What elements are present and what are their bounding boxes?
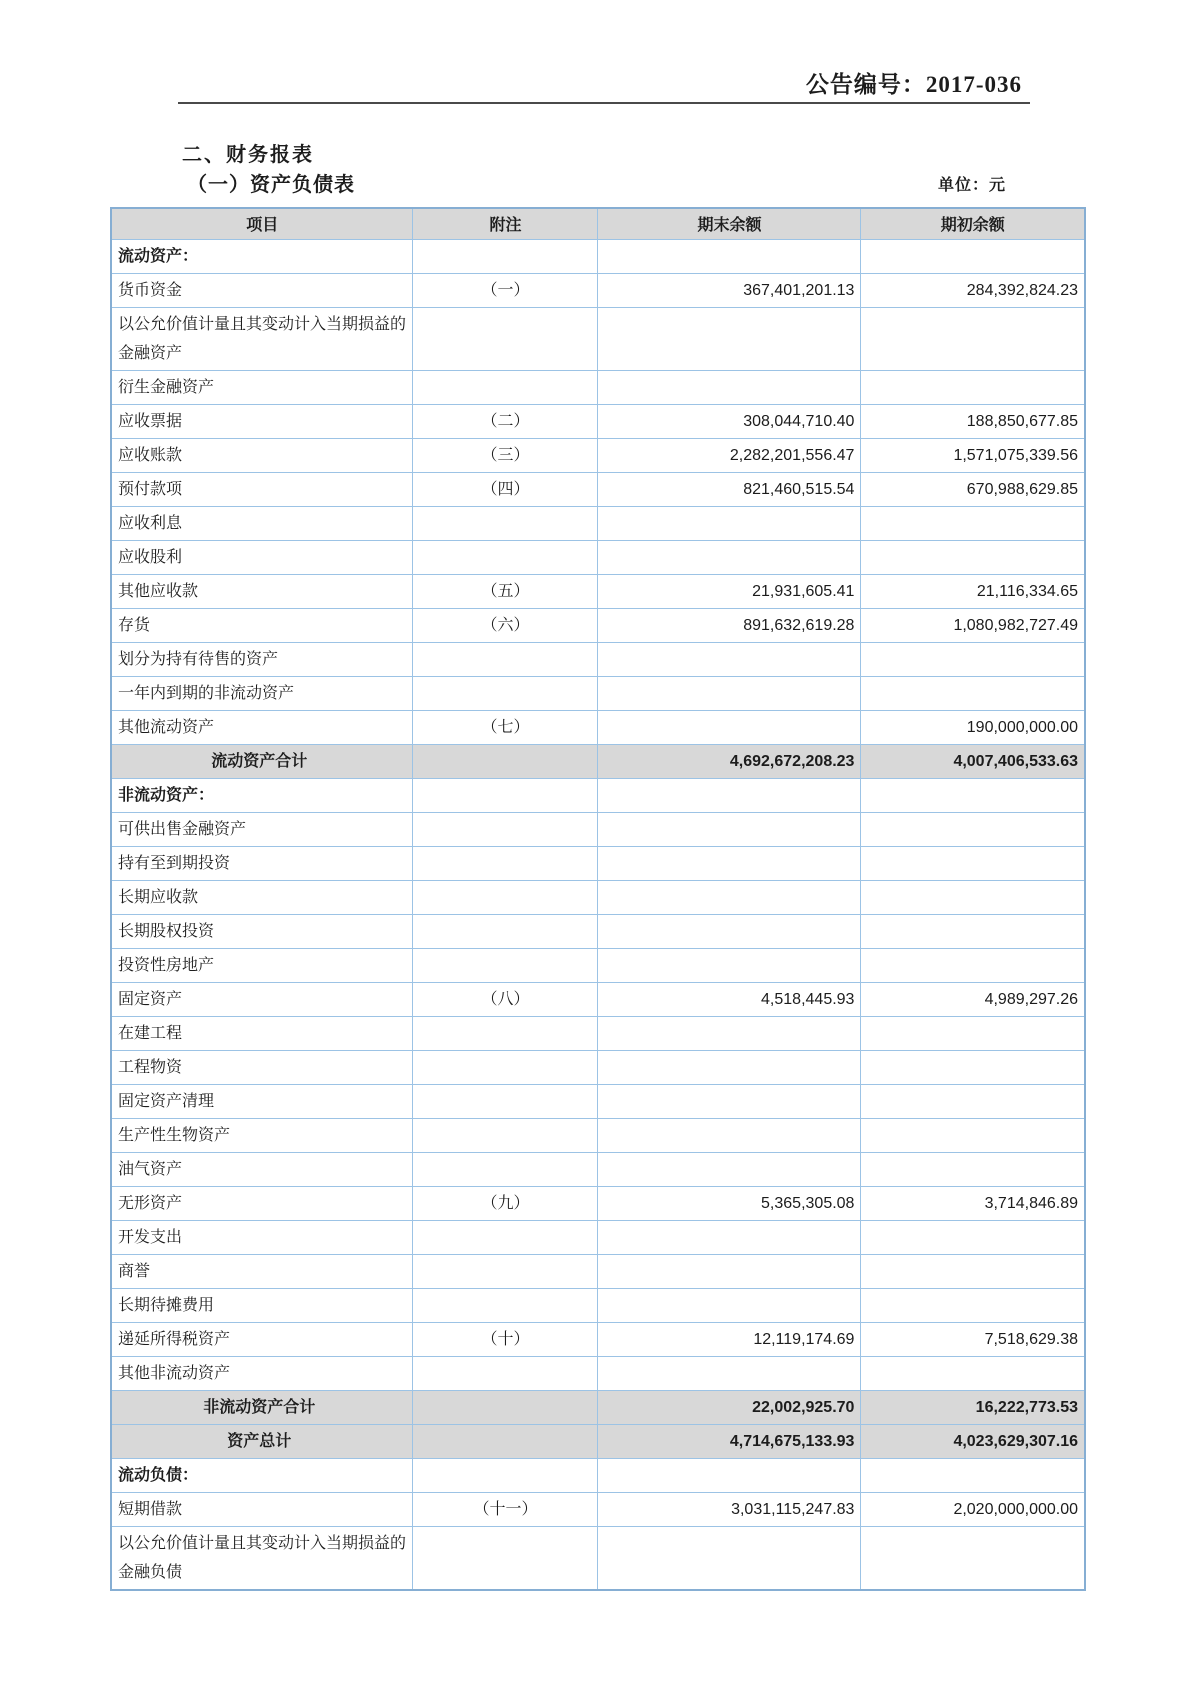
table-row bbox=[111, 438, 1085, 472]
table-row bbox=[111, 370, 1085, 404]
note-cell: （九） bbox=[413, 1186, 598, 1220]
beginning-balance-cell bbox=[861, 1050, 1085, 1084]
ending-balance-cell bbox=[598, 540, 861, 574]
item-cell: 流动资产： bbox=[111, 239, 413, 273]
beginning-balance-cell bbox=[861, 948, 1085, 982]
beginning-balance-cell: 190,000,000.00 bbox=[861, 710, 1085, 744]
table-row bbox=[111, 1152, 1085, 1186]
table-row bbox=[111, 1424, 1085, 1458]
ending-balance-cell: 308,044,710.40 bbox=[598, 404, 861, 438]
table-row bbox=[111, 1492, 1085, 1526]
ending-balance-cell: 4,714,675,133.93 bbox=[598, 1424, 861, 1458]
ending-balance-cell bbox=[598, 1050, 861, 1084]
beginning-balance-cell: 284,392,824.23 bbox=[861, 273, 1085, 307]
table-row bbox=[111, 1526, 1085, 1590]
note-cell bbox=[413, 1118, 598, 1152]
item-cell: 递延所得税资产 bbox=[111, 1322, 413, 1356]
beginning-balance-cell: 188,850,677.85 bbox=[861, 404, 1085, 438]
ending-balance-cell bbox=[598, 676, 861, 710]
beginning-balance-cell bbox=[861, 642, 1085, 676]
col-header-item: 项目 bbox=[111, 208, 413, 239]
ending-balance-cell bbox=[598, 1118, 861, 1152]
ending-balance-cell: 891,632,619.28 bbox=[598, 608, 861, 642]
ending-balance-cell: 821,460,515.54 bbox=[598, 472, 861, 506]
note-cell bbox=[413, 1152, 598, 1186]
note-cell bbox=[413, 1526, 598, 1590]
table-row bbox=[111, 540, 1085, 574]
item-cell: 固定资产清理 bbox=[111, 1084, 413, 1118]
table-row bbox=[111, 1356, 1085, 1390]
note-cell bbox=[413, 846, 598, 880]
ending-balance-cell bbox=[598, 778, 861, 812]
note-cell: （八） bbox=[413, 982, 598, 1016]
table-row bbox=[111, 1322, 1085, 1356]
beginning-balance-cell bbox=[861, 1288, 1085, 1322]
ending-balance-cell bbox=[598, 880, 861, 914]
table-row bbox=[111, 744, 1085, 778]
ending-balance-cell: 3,031,115,247.83 bbox=[598, 1492, 861, 1526]
note-cell bbox=[413, 506, 598, 540]
section-title: 二、财务报表 bbox=[182, 144, 314, 166]
note-cell bbox=[413, 307, 598, 370]
note-cell: （五） bbox=[413, 574, 598, 608]
item-cell: 非流动资产合计 bbox=[111, 1390, 413, 1424]
item-cell: 货币资金 bbox=[111, 273, 413, 307]
ending-balance-cell bbox=[598, 1016, 861, 1050]
beginning-balance-cell bbox=[861, 676, 1085, 710]
unit-label: 单位：元 bbox=[937, 177, 1006, 194]
item-cell: 投资性房地产 bbox=[111, 948, 413, 982]
beginning-balance-cell bbox=[861, 1118, 1085, 1152]
ending-balance-cell: 2,282,201,556.47 bbox=[598, 438, 861, 472]
note-cell: （二） bbox=[413, 404, 598, 438]
item-cell: 工程物资 bbox=[111, 1050, 413, 1084]
ending-balance-cell bbox=[598, 1254, 861, 1288]
note-cell bbox=[413, 1016, 598, 1050]
ending-balance-cell bbox=[598, 1220, 861, 1254]
ending-balance-cell bbox=[598, 1288, 861, 1322]
note-cell: （一） bbox=[413, 273, 598, 307]
table-row bbox=[111, 676, 1085, 710]
note-cell: （七） bbox=[413, 710, 598, 744]
beginning-balance-cell bbox=[861, 1356, 1085, 1390]
table-row bbox=[111, 880, 1085, 914]
beginning-balance-cell bbox=[861, 1084, 1085, 1118]
note-cell bbox=[413, 914, 598, 948]
ending-balance-cell: 367,401,201.13 bbox=[598, 273, 861, 307]
item-cell: 商誉 bbox=[111, 1254, 413, 1288]
beginning-balance-cell: 4,007,406,533.63 bbox=[861, 744, 1085, 778]
item-cell: 在建工程 bbox=[111, 1016, 413, 1050]
ending-balance-cell bbox=[598, 370, 861, 404]
ending-balance-cell bbox=[598, 948, 861, 982]
item-cell: 资产总计 bbox=[111, 1424, 413, 1458]
item-cell: 应收票据 bbox=[111, 404, 413, 438]
item-cell: 应收账款 bbox=[111, 438, 413, 472]
beginning-balance-cell: 1,571,075,339.56 bbox=[861, 438, 1085, 472]
table-row bbox=[111, 982, 1085, 1016]
note-cell bbox=[413, 1084, 598, 1118]
item-cell: 短期借款 bbox=[111, 1492, 413, 1526]
beginning-balance-cell bbox=[861, 307, 1085, 370]
item-cell: 生产性生物资产 bbox=[111, 1118, 413, 1152]
item-cell: 油气资产 bbox=[111, 1152, 413, 1186]
item-cell: 以公允价值计量且其变动计入当期损益的金融资产 bbox=[111, 307, 413, 370]
note-cell bbox=[413, 1254, 598, 1288]
table-row bbox=[111, 574, 1085, 608]
beginning-balance-cell bbox=[861, 880, 1085, 914]
item-cell: 应收利息 bbox=[111, 506, 413, 540]
table-row bbox=[111, 710, 1085, 744]
announcement-number: 公告编号：2017-036 bbox=[805, 72, 1022, 97]
table-row bbox=[111, 239, 1085, 273]
beginning-balance-cell bbox=[861, 1152, 1085, 1186]
balance-sheet-body bbox=[111, 239, 1085, 1590]
table-row bbox=[111, 1016, 1085, 1050]
ending-balance-cell bbox=[598, 812, 861, 846]
beginning-balance-cell bbox=[861, 914, 1085, 948]
beginning-balance-cell: 3,714,846.89 bbox=[861, 1186, 1085, 1220]
table-row bbox=[111, 948, 1085, 982]
ending-balance-cell: 22,002,925.70 bbox=[598, 1390, 861, 1424]
note-cell: （十一） bbox=[413, 1492, 598, 1526]
header-row bbox=[111, 208, 1085, 239]
beginning-balance-cell: 1,080,982,727.49 bbox=[861, 608, 1085, 642]
table-row bbox=[111, 778, 1085, 812]
note-cell bbox=[413, 1050, 598, 1084]
table-row bbox=[111, 404, 1085, 438]
beginning-balance-cell bbox=[861, 1016, 1085, 1050]
table-row bbox=[111, 1186, 1085, 1220]
note-cell: （十） bbox=[413, 1322, 598, 1356]
item-cell: 应收股利 bbox=[111, 540, 413, 574]
subsection-title: （一）资产负债表 bbox=[187, 174, 355, 196]
beginning-balance-cell: 4,989,297.26 bbox=[861, 982, 1085, 1016]
note-cell bbox=[413, 744, 598, 778]
beginning-balance-cell bbox=[861, 506, 1085, 540]
ending-balance-cell bbox=[598, 1526, 861, 1590]
ending-balance-cell: 5,365,305.08 bbox=[598, 1186, 861, 1220]
beginning-balance-cell bbox=[861, 812, 1085, 846]
item-cell: 其他非流动资产 bbox=[111, 1356, 413, 1390]
table-row bbox=[111, 1220, 1085, 1254]
table-row bbox=[111, 1390, 1085, 1424]
table-row bbox=[111, 1288, 1085, 1322]
note-cell bbox=[413, 1424, 598, 1458]
col-header-beginning-balance: 期初余额 bbox=[861, 208, 1085, 239]
beginning-balance-cell bbox=[861, 540, 1085, 574]
note-cell bbox=[413, 642, 598, 676]
table-row bbox=[111, 1254, 1085, 1288]
item-cell: 以公允价值计量且其变动计入当期损益的金融负债 bbox=[111, 1526, 413, 1590]
item-cell: 存货 bbox=[111, 608, 413, 642]
beginning-balance-cell: 21,116,334.65 bbox=[861, 574, 1085, 608]
ending-balance-cell bbox=[598, 1458, 861, 1492]
item-cell: 固定资产 bbox=[111, 982, 413, 1016]
note-cell bbox=[413, 948, 598, 982]
ending-balance-cell: 4,518,445.93 bbox=[598, 982, 861, 1016]
item-cell: 流动资产合计 bbox=[111, 744, 413, 778]
table-row bbox=[111, 1084, 1085, 1118]
ending-balance-cell bbox=[598, 1152, 861, 1186]
beginning-balance-cell: 7,518,629.38 bbox=[861, 1322, 1085, 1356]
item-cell: 长期应收款 bbox=[111, 880, 413, 914]
ending-balance-cell bbox=[598, 710, 861, 744]
col-header-ending-balance: 期末余额 bbox=[598, 208, 861, 239]
note-cell bbox=[413, 1220, 598, 1254]
note-cell: （三） bbox=[413, 438, 598, 472]
item-cell: 开发支出 bbox=[111, 1220, 413, 1254]
table-row bbox=[111, 1050, 1085, 1084]
note-cell bbox=[413, 778, 598, 812]
note-cell: （四） bbox=[413, 472, 598, 506]
beginning-balance-cell bbox=[861, 1526, 1085, 1590]
beginning-balance-cell bbox=[861, 1458, 1085, 1492]
note-cell bbox=[413, 676, 598, 710]
col-header-note: 附注 bbox=[413, 208, 598, 239]
beginning-balance-cell: 4,023,629,307.16 bbox=[861, 1424, 1085, 1458]
note-cell bbox=[413, 540, 598, 574]
note-cell bbox=[413, 1356, 598, 1390]
item-cell: 流动负债： bbox=[111, 1458, 413, 1492]
table-row bbox=[111, 846, 1085, 880]
note-cell bbox=[413, 812, 598, 846]
beginning-balance-cell bbox=[861, 370, 1085, 404]
ending-balance-cell: 21,931,605.41 bbox=[598, 574, 861, 608]
note-cell bbox=[413, 239, 598, 273]
ending-balance-cell: 12,119,174.69 bbox=[598, 1322, 861, 1356]
table-row bbox=[111, 914, 1085, 948]
item-cell: 其他流动资产 bbox=[111, 710, 413, 744]
ending-balance-cell bbox=[598, 914, 861, 948]
note-cell bbox=[413, 1288, 598, 1322]
ending-balance-cell bbox=[598, 307, 861, 370]
note-cell: （六） bbox=[413, 608, 598, 642]
item-cell: 划分为持有待售的资产 bbox=[111, 642, 413, 676]
item-cell: 长期股权投资 bbox=[111, 914, 413, 948]
table-row bbox=[111, 307, 1085, 370]
ending-balance-cell bbox=[598, 642, 861, 676]
table-row bbox=[111, 608, 1085, 642]
beginning-balance-cell: 2,020,000,000.00 bbox=[861, 1492, 1085, 1526]
ending-balance-cell bbox=[598, 846, 861, 880]
beginning-balance-cell bbox=[861, 1254, 1085, 1288]
note-cell bbox=[413, 370, 598, 404]
beginning-balance-cell bbox=[861, 846, 1085, 880]
table-row bbox=[111, 472, 1085, 506]
note-cell bbox=[413, 1390, 598, 1424]
beginning-balance-cell: 16,222,773.53 bbox=[861, 1390, 1085, 1424]
ending-balance-cell bbox=[598, 506, 861, 540]
beginning-balance-cell: 670,988,629.85 bbox=[861, 472, 1085, 506]
header-rule bbox=[178, 102, 1030, 104]
table-row bbox=[111, 1118, 1085, 1152]
table-row bbox=[111, 273, 1085, 307]
item-cell: 无形资产 bbox=[111, 1186, 413, 1220]
note-cell bbox=[413, 880, 598, 914]
item-cell: 持有至到期投资 bbox=[111, 846, 413, 880]
item-cell: 预付款项 bbox=[111, 472, 413, 506]
balance-sheet-table bbox=[110, 207, 1086, 1591]
table-row bbox=[111, 642, 1085, 676]
table-row bbox=[111, 1458, 1085, 1492]
item-cell: 衍生金融资产 bbox=[111, 370, 413, 404]
table-row bbox=[111, 812, 1085, 846]
item-cell: 一年内到期的非流动资产 bbox=[111, 676, 413, 710]
item-cell: 可供出售金融资产 bbox=[111, 812, 413, 846]
ending-balance-cell bbox=[598, 239, 861, 273]
table-row bbox=[111, 506, 1085, 540]
item-cell: 其他应收款 bbox=[111, 574, 413, 608]
ending-balance-cell: 4,692,672,208.23 bbox=[598, 744, 861, 778]
beginning-balance-cell bbox=[861, 1220, 1085, 1254]
beginning-balance-cell bbox=[861, 239, 1085, 273]
beginning-balance-cell bbox=[861, 778, 1085, 812]
item-cell: 长期待摊费用 bbox=[111, 1288, 413, 1322]
note-cell bbox=[413, 1458, 598, 1492]
ending-balance-cell bbox=[598, 1084, 861, 1118]
ending-balance-cell bbox=[598, 1356, 861, 1390]
item-cell: 非流动资产： bbox=[111, 778, 413, 812]
